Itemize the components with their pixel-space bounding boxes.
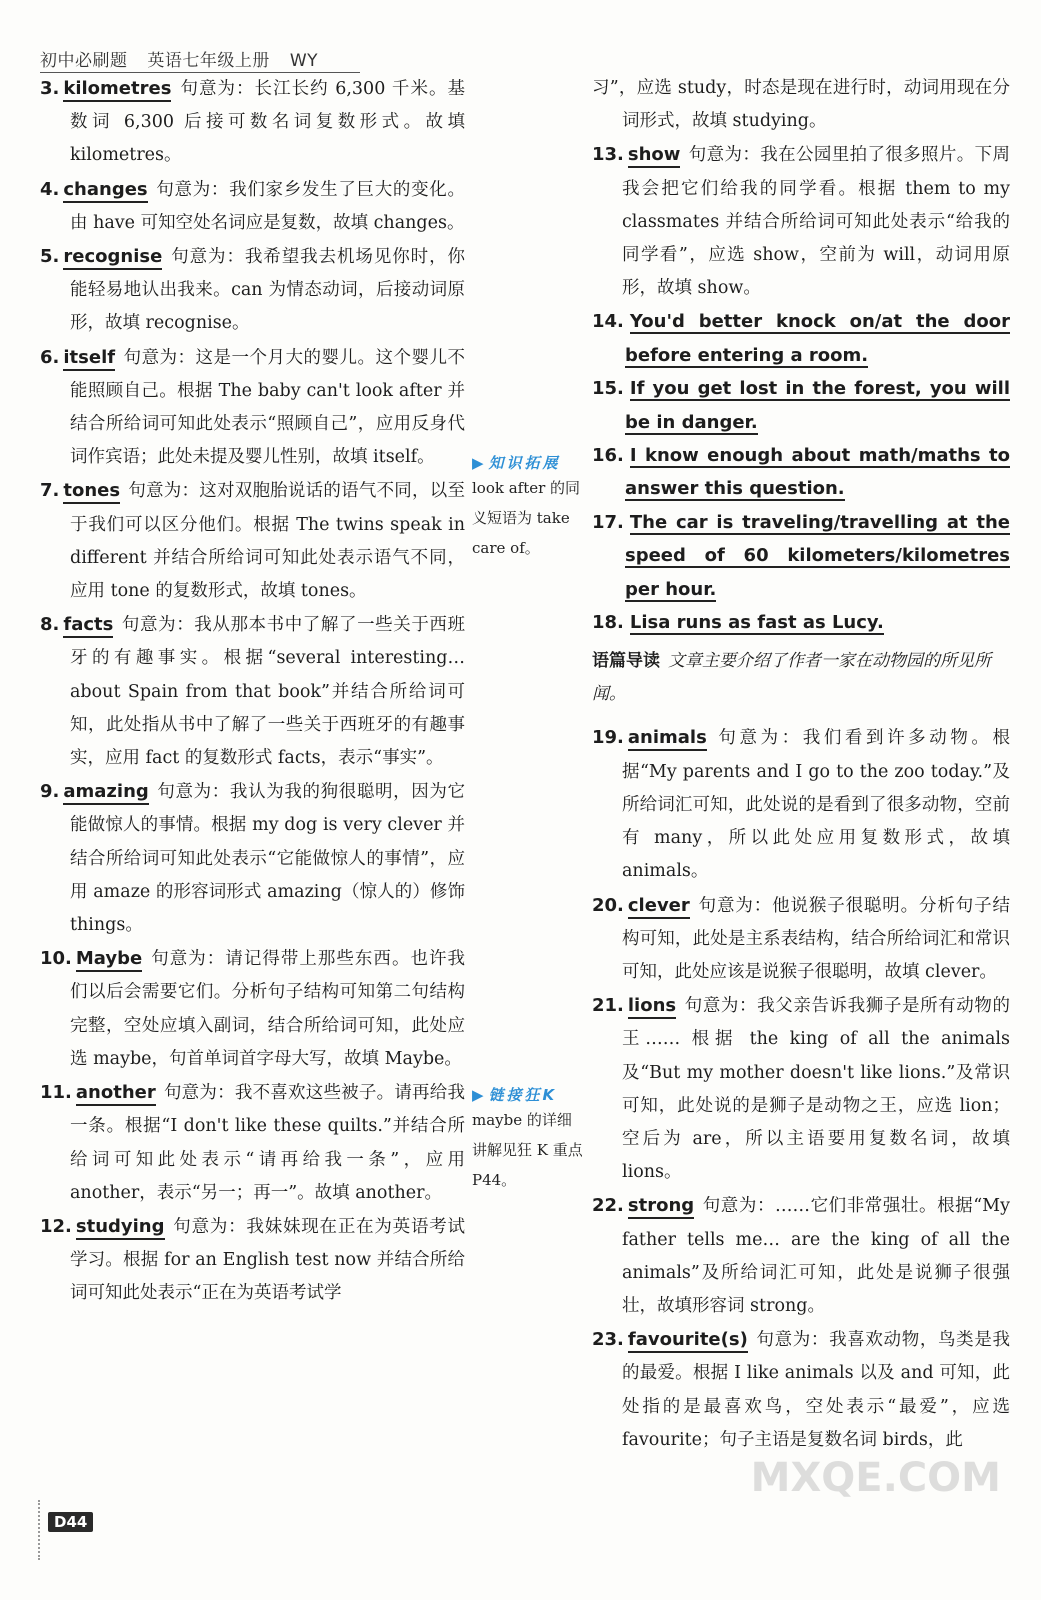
answer-item [40, 173, 465, 240]
answer-item [592, 72, 1010, 138]
item-explanation: 句意为：我们家乡发生了巨大的变化。由 have 可知空处名词应是复数，故填 changes。 [70, 179, 465, 233]
full-answer-item [592, 372, 1010, 439]
book-title: 初中必刷题 [40, 51, 128, 71]
passage-guide-label: 语篇导读 [592, 651, 660, 672]
answer-item [40, 72, 465, 173]
item-answer-sentence: The car is traveling/travelling at the speed of 60 kilometers/kilometres per hour. [625, 511, 1010, 600]
item-number: 5. [40, 246, 60, 268]
item-answer: kilometres [63, 78, 171, 102]
page-margin-dots [38, 1500, 48, 1560]
item-number: 22. [592, 1195, 624, 1217]
item-answer: strong [628, 1195, 694, 1219]
item-number: 10. [40, 948, 72, 970]
item-answer: recognise [63, 246, 162, 270]
item-answer: lions [628, 995, 676, 1019]
side-note-body: look after 的同义短语为 take care of。 [472, 479, 581, 557]
item-answer: amazing [63, 781, 148, 805]
item-answer: facts [63, 614, 113, 638]
item-answer: show [628, 144, 681, 168]
answer-item [592, 1323, 1010, 1457]
item-explanation: 句意为：请记得带上那些东西。也许我们以后会需要它们。分析句子结构可知第二句结构完整，空处应填入副词，结合所给词可知，此处应选 maybe，句首单词首字母大写，故填 Maybe。 [70, 949, 465, 1069]
full-answer-item [592, 506, 1010, 606]
page-number: D44 [48, 1512, 93, 1532]
item-number: 7. [40, 480, 60, 502]
side-note-title: 链接狂K [488, 1086, 558, 1104]
item-explanation: 句意为：我妹妹现在正在为英语考试学习。根据 for an English test now 并结合所给词可知此处表示“正在为英语考试学 [70, 1216, 465, 1304]
running-header [40, 46, 332, 71]
answer-item [40, 240, 465, 341]
item-number: 9. [40, 781, 60, 803]
item-number: 12. [40, 1215, 72, 1237]
item-number: 13. [592, 144, 624, 166]
item-explanation: 句意为：他说猴子很聪明。分析句子结构可知，此处是主系表结构，结合所给词汇和常识可知，此处应该是说猴子很聪明，故填 clever。 [622, 895, 1010, 982]
item-number: 6. [40, 346, 60, 368]
side-note-link [472, 1084, 584, 1195]
item-number: 16. [592, 445, 624, 467]
item-explanation: 句意为：我不喜欢这些被子。请再给我一条。根据“I don't like these quilts.”并结合所给词可知此处表示“请再给我一条”，应用 another，表示“另一；再一”。故填 another。 [70, 1083, 465, 1203]
item-number: 21. [592, 995, 624, 1017]
item-explanation: 句意为：我父亲告诉我狮子是所有动物的王…… 根据 the king of all the animals 及“But my mother doesn't like lions.”及常识可知，此处说的是狮子是动物之王，应选 lion；空后为 are，所以主语要用复数名词，故填 lions。 [622, 996, 1010, 1183]
item-number: 15. [592, 378, 624, 400]
item-number: 3. [40, 78, 60, 99]
item-answer: studying [76, 1216, 165, 1240]
edition-label: WY [289, 51, 319, 71]
item-answer-sentence: If you get lost in the forest, you will be in danger. [625, 378, 1010, 433]
item-answer: Maybe [76, 948, 142, 972]
item-number: 4. [40, 178, 60, 200]
item-explanation: 句意为：长江长约 6,300 千米。基数词 6,300 后接可数名词复数形式。故填 kilometres。 [70, 79, 465, 166]
item-explanation: 习”，应选 study，时态是现在进行时，动词用现在分词形式，故填 studying。 [592, 78, 1010, 132]
item-answer-sentence: Lisa runs as fast as Lucy. [629, 612, 884, 634]
item-answer: itself [63, 347, 115, 371]
item-explanation: 句意为：我从那本书中了解了一些关于西班牙的有趣事实。根据“several interesting… about Spain from that book”并结合所给词可知，此处指从书中了解了一些关于西班牙的有趣事实，应用 fact 的复数形式 facts，表示“事实”。 [70, 615, 465, 769]
item-answer-sentence: I know enough about math/maths to answer this question. [625, 445, 1010, 500]
item-answer-sentence: You'd better knock on/at the door before entering a room. [625, 311, 1010, 366]
full-answer-item [592, 305, 1010, 372]
item-explanation: 句意为：这是一个月大的婴儿。这个婴儿不能照顾自己。根据 The baby can't look after 并结合所给词可知此处表示“照顾自己”，应用反身代词作宾语；此处未提及婴儿性别，故填 itself。 [70, 347, 465, 468]
full-answer-item [592, 606, 1010, 639]
item-answer: another [76, 1082, 156, 1106]
item-explanation: 句意为：我希望我去机场见你时，你能轻易地认出我来。can 为情态动词，后接动词原形，故填 recognise。 [70, 247, 465, 334]
item-number: 17. [592, 511, 624, 533]
answer-item [592, 989, 1010, 1189]
item-explanation: 句意为：我在公园里拍了很多照片。下周我会把它们给我的同学看。根据 them to my classmates 并结合所给词可知此处表示“给我的同学看”，应选 show，空前为 will，动词用原形，故填 show。 [622, 145, 1010, 299]
side-note-title: 知识拓展 [488, 454, 561, 472]
item-answer: favourite(s) [628, 1329, 748, 1353]
answer-item [40, 474, 465, 608]
answer-item [40, 608, 465, 775]
left-column [40, 72, 465, 1311]
answer-item [40, 1210, 465, 1311]
item-explanation: 句意为：我们看到许多动物。根据“My parents and I go to the zoo today.”及所给词汇可知，此处说的是看到了很多动物，空前有 many，所以此处应用复数形式，故填 animals。 [622, 728, 1010, 882]
right-column [592, 72, 1010, 1457]
full-answer-item [592, 439, 1010, 506]
side-note-knowledge [472, 452, 584, 563]
item-number: 8. [40, 614, 60, 636]
answer-item [592, 721, 1010, 888]
arrow-icon: ▶ [472, 454, 487, 472]
item-number: 11. [40, 1082, 72, 1104]
item-explanation: 句意为：这对双胞胎说话的语气不同，以至于我们可以区分他们。根据 The twins speak in different 并结合所给词可知此处表示语气不同，应用 tone 的复数形式，故填 tones。 [70, 481, 465, 602]
passage-guide [592, 645, 1010, 711]
item-number: 20. [592, 894, 624, 916]
arrow-icon: ▶ [472, 1086, 487, 1104]
item-explanation: 句意为：……它们非常强壮。根据“My father tells me… are the king of all the animals”及所给词汇可知，此处是说狮子很强壮，故填形容词 strong。 [622, 1196, 1010, 1316]
item-number: 23. [592, 1329, 624, 1351]
answer-item [40, 775, 465, 942]
watermark: MXQE.COM [750, 1455, 1001, 1501]
answer-item [40, 341, 465, 475]
passage-guide-text: 文章主要介绍了作者一家在动物园的所见所闻。 [592, 651, 991, 705]
item-number: 19. [592, 727, 624, 749]
item-answer: clever [628, 895, 690, 919]
answer-item [40, 942, 465, 1076]
item-number: 18. [592, 612, 624, 634]
item-answer: changes [63, 179, 147, 203]
answer-item [592, 889, 1010, 990]
subject-title: 英语七年级上册 [147, 51, 270, 71]
item-number: 14. [592, 311, 624, 333]
answer-item [40, 1076, 465, 1210]
item-answer: tones [63, 480, 120, 504]
answer-item [592, 138, 1010, 305]
item-answer: animals [628, 727, 707, 751]
side-note-body: maybe 的详细讲解见狂 K 重点 P44。 [472, 1111, 583, 1189]
item-explanation: 句意为：我喜欢动物，鸟类是我的最爱。根据 I like animals 以及 and 可知，此处指的是最喜欢鸟，空处表示“最爱”，应选 favourite；句子主语是复数名词 birds，此 [622, 1330, 1010, 1450]
answer-item [592, 1189, 1010, 1323]
item-explanation: 句意为：我认为我的狗很聪明，因为它能做惊人的事情。根据 my dog is very clever 并结合所给词可知此处表示“它能做惊人的事情”，应用 amaze 的形容词形式 amazing（惊人的）修饰 things。 [70, 782, 465, 936]
